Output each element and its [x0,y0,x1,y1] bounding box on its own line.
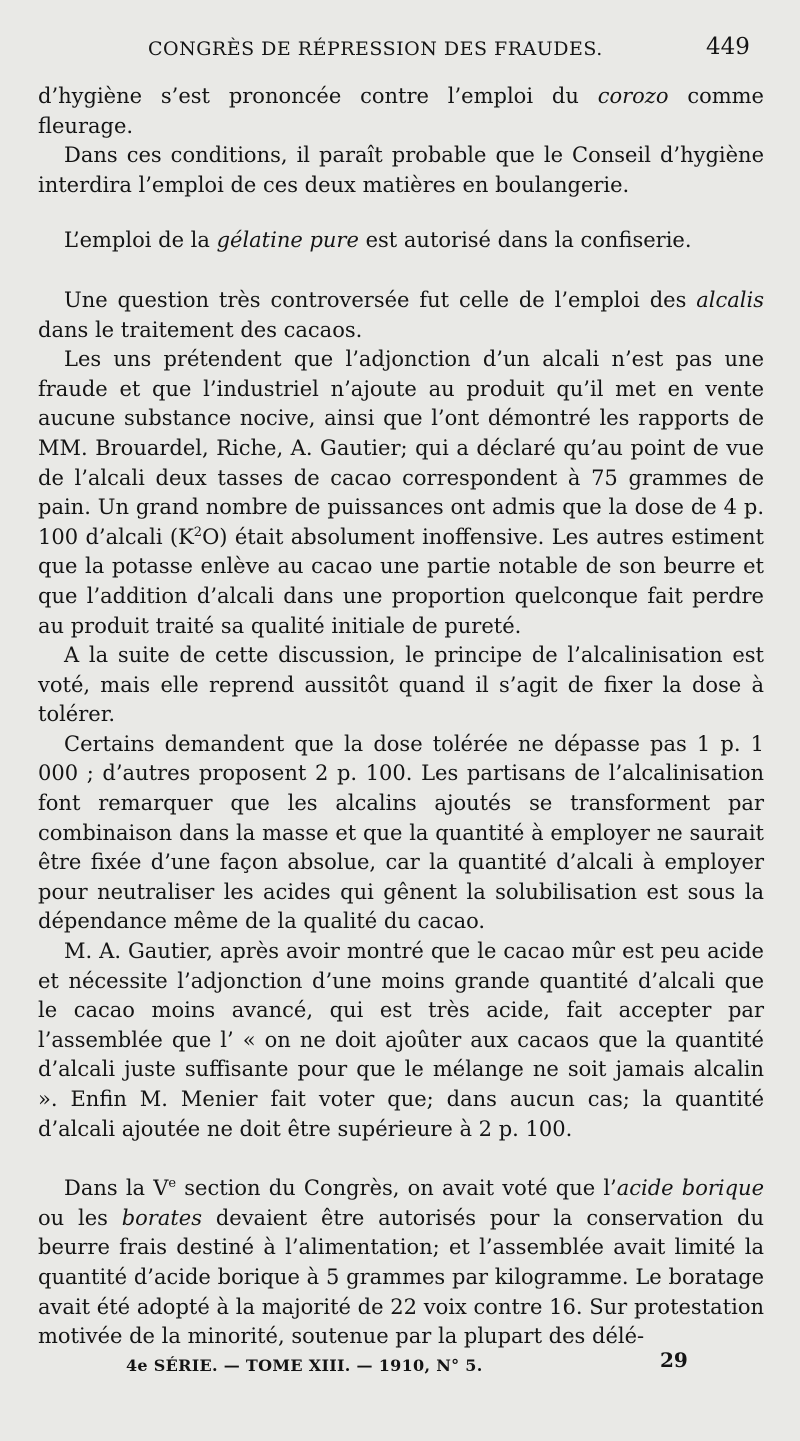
paragraph: Dans ces conditions, il paraît probable que le Conseil d’hygiène interdira l’emploi de ces deux matières en boulangerie. [38,143,764,197]
body-text [38,82,764,1352]
paragraph: A la suite de cette discussion, le principe de l’alcalinisation est voté, mais elle reprend aussitôt quand il s’agit de fixer la dose à tolérer. [38,643,764,727]
italic-term: corozo [597,84,669,108]
page-footer [0,1346,800,1386]
signature-mark: 29 [660,1348,688,1372]
page-header [0,34,800,68]
paragraph: L’emploi de la gélatine pure est autorisé dans la confiserie. [64,228,692,253]
running-title: CONGRÈS DE RÉPRESSION DES FRAUDES. [148,38,603,60]
paragraph: Dans la Ve section du Congrès, on avait voté que l’acide borique ou les borates devaient être autorisés pour la conservation du beurre frais destiné à l’alimentation; et l’assemblée avait limité la quantité d’acide borique à 5 grammes par kilogramme. Le boratage avait été adopté à la majorité de 22 voix contre 16. Sur protestation motivée de la minorité, soutenue par la plupart des délé- [38,1176,764,1349]
italic-term: alcalis [696,287,764,312]
paragraph: Certains demandent que la dose tolérée ne dépasse pas 1 p. 1 000 ; d’autres proposent 2 p. 100. Les partisans de l’alcalinisation font remarquer que les alcalins ajoutés se transforment par combinaison dans la masse et que la quantité à employer ne saurait être fixée d’une façon absolue, car la quantité d’alcali à employer pour neutraliser les acides qui gênent la solubilisation est sous la dépendance même de la qualité du cacao. [38,731,764,934]
paragraph: Les uns prétendent que l’adjonction d’un alcali n’est pas une fraude et que l’industriel n’ajoute au produit qu’il met en vente aucune substance nocive, ainsi que l’ont démontré les rapports de MM. Brouardel, Riche, A. Gautier; qui a déclaré qu’au point de vue de l’alcali deux tasses de cacao correspondent à 75 grammes de pain. Un grand nombre de puissances ont admis que la dose de 4 p. 100 d’alcali $(K^2O)$ était absolument inoffensive. Les autres estiment que la potasse enlève au cacao une partie notable de son beurre et que l’addition d’alcali dans une proportion quelconque fait perdre au produit traité sa qualité initiale de pureté. [38,347,764,638]
superscript: 2 [193,524,203,540]
footer-series: 4e SÉRIE. — TOME XIII. — 1910, N° 5. [126,1356,483,1375]
italic-term: borates [121,1205,203,1230]
paragraph: M. A. Gautier, après avoir montré que le cacao mûr est peu acide et nécessite l’adjonction d’une moins grande quantité d’alcali que le cacao moins avancé, qui est très acide, fait accepter par l’assemblée que l’ « on ne doit ajoûter aux cacaos que la quantité d’alcali juste suffisante pour que le mélange ne soit jamais alcalin ». Enfin M. Menier fait voter que; dans aucun cas; la quantité d’alcali ajoutée ne doit être supérieure à 2 p. 100. [38,939,764,1141]
italic-term: acide borique [616,1176,764,1201]
italic-term: gélatine pure [216,228,359,253]
page-number: 449 [706,34,750,60]
paragraph: Une question très controversée fut celle de l’emploi des alcalis dans le traitement des cacaos. [38,287,764,342]
superscript: e [168,1176,177,1192]
paragraph: d’hygiène s’est prononcée contre l’emploi du corozo comme fleurage. [38,84,764,138]
